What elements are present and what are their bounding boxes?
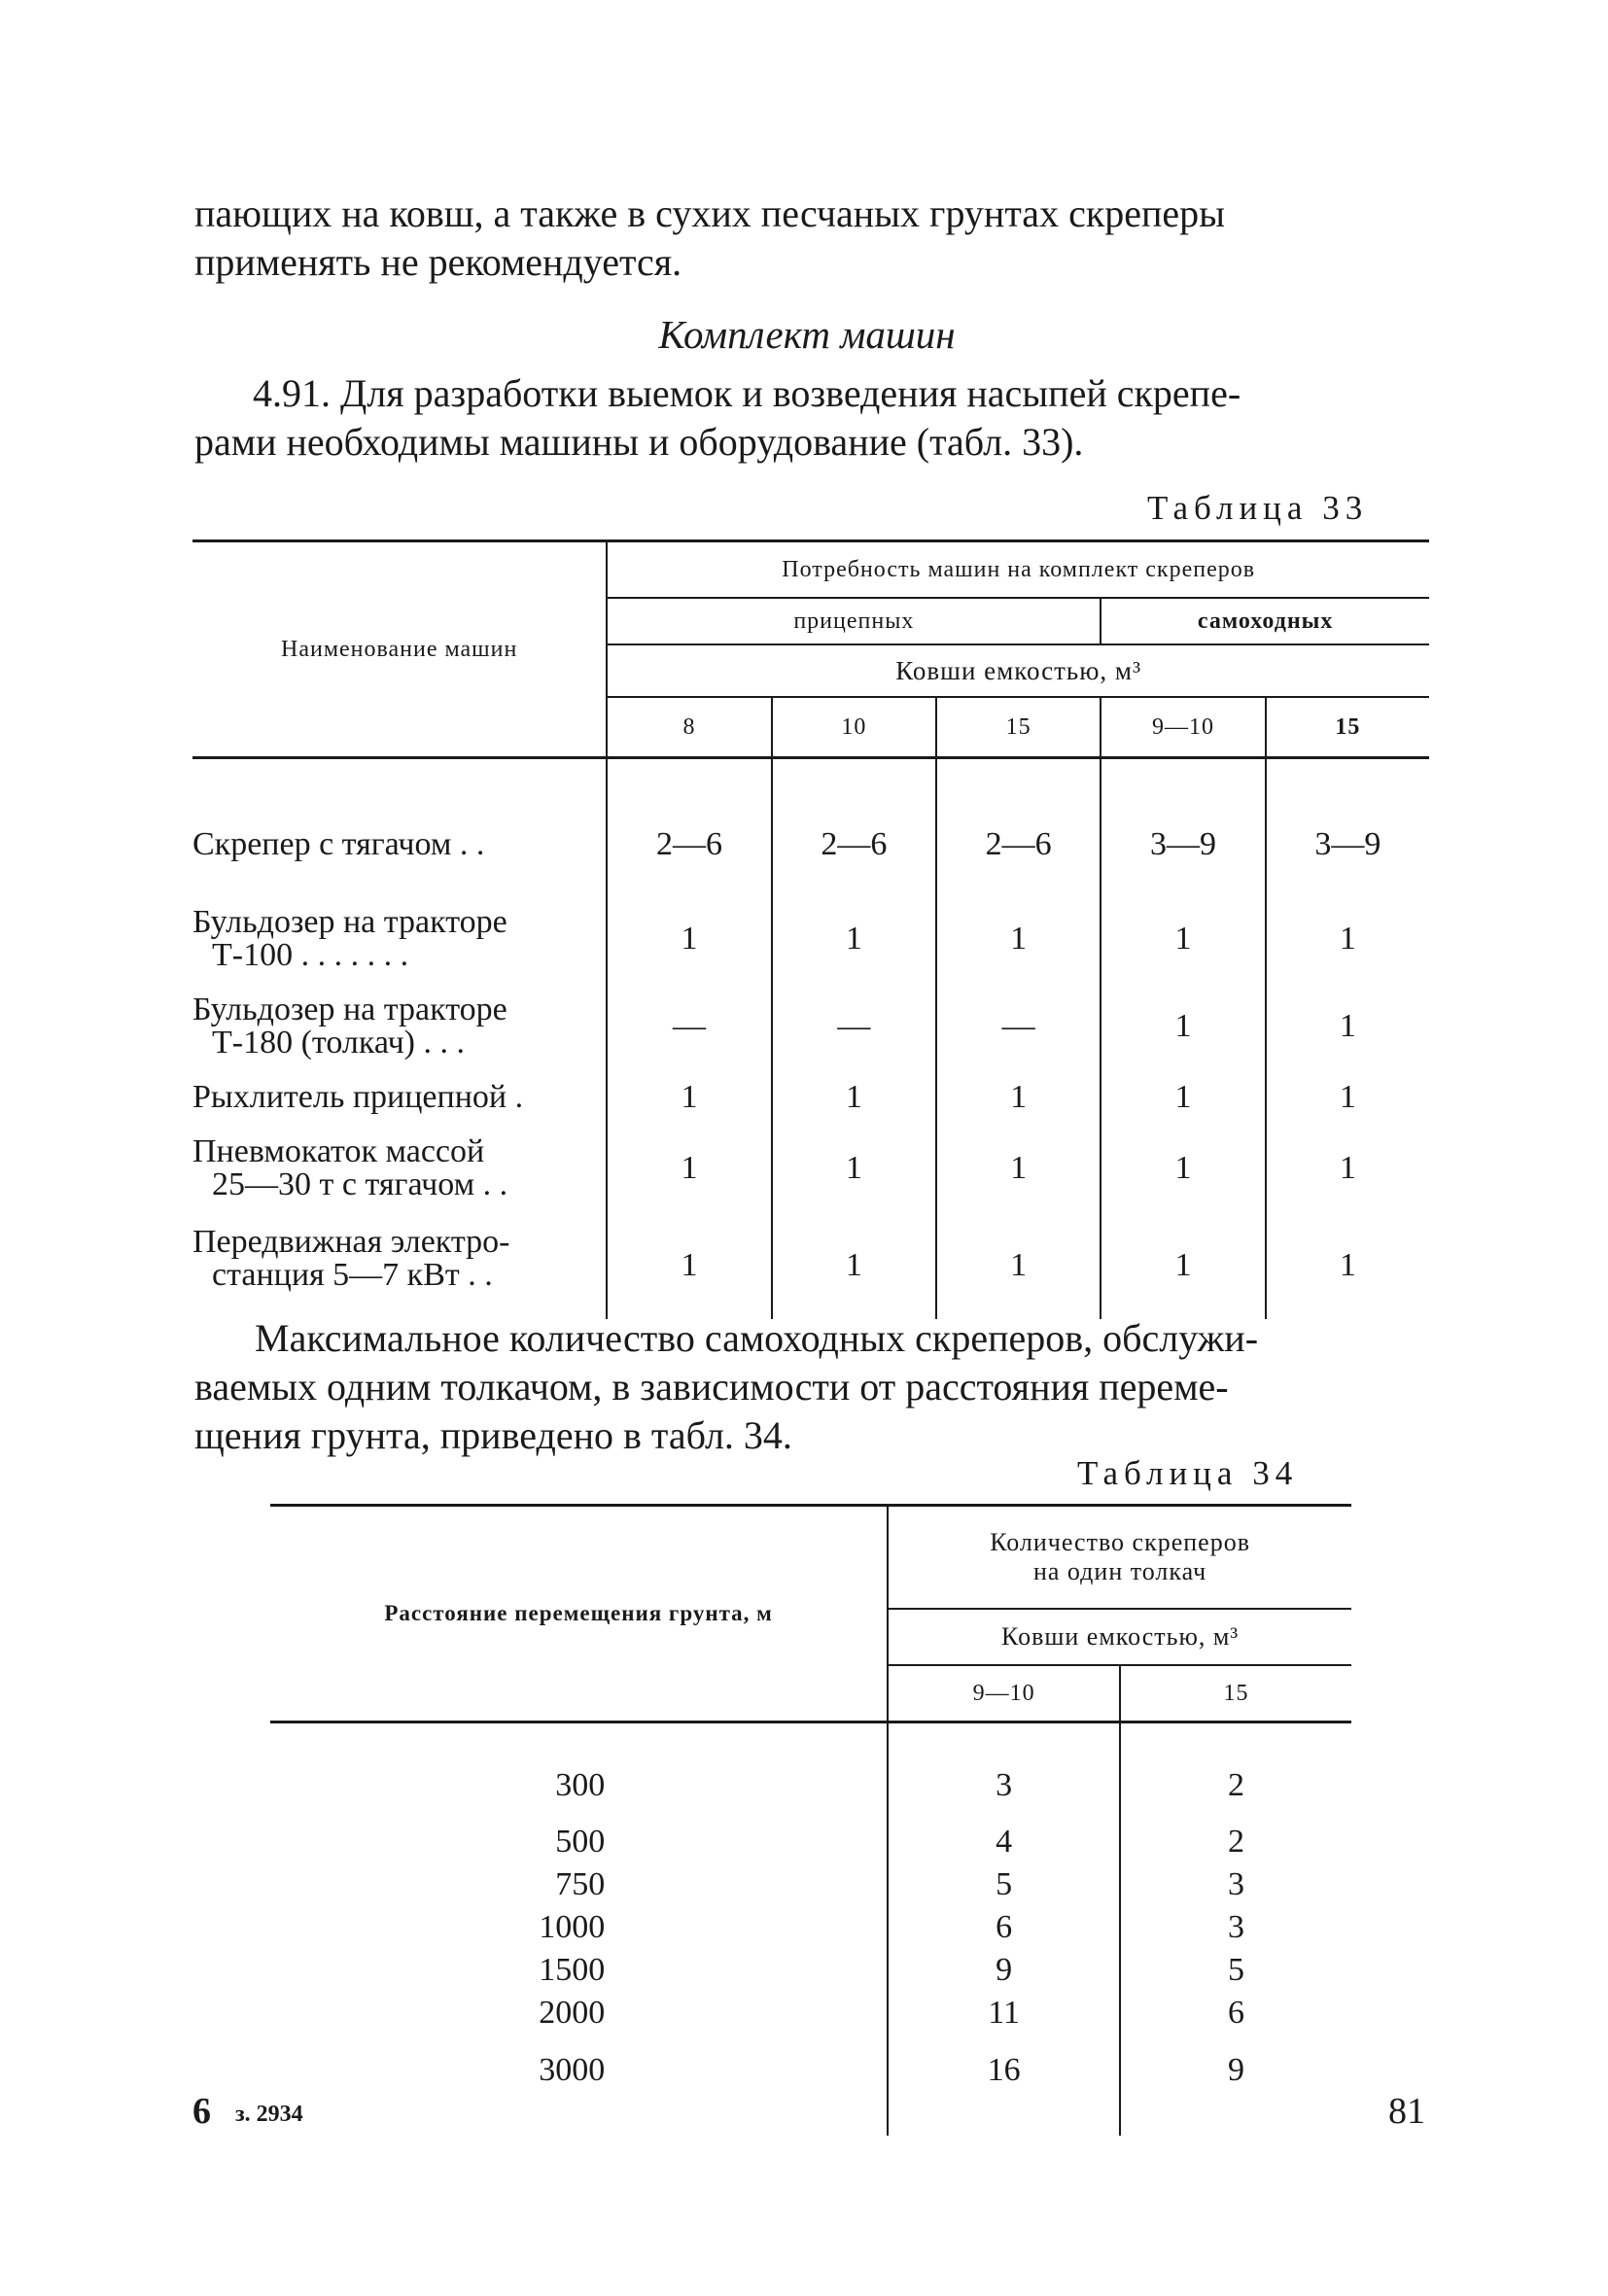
table34-cell: 2 bbox=[1120, 1821, 1351, 1863]
table33-cell: — bbox=[936, 983, 1101, 1070]
table34-cell: 3 bbox=[1120, 1863, 1351, 1906]
page-number: 81 bbox=[1388, 2091, 1425, 2132]
table34-cell: 3 bbox=[888, 1722, 1120, 1822]
table34-row bbox=[270, 1722, 1351, 1822]
table33-row bbox=[192, 1125, 1429, 1212]
table33-row-name-line: Передвижная электро- bbox=[192, 1224, 510, 1260]
table34-cell: 9 bbox=[888, 1949, 1120, 1992]
table33-group-header: Потребность машин на комплект скреперов bbox=[607, 541, 1429, 599]
table33-cell: 1 bbox=[1101, 1212, 1265, 1319]
table33-row bbox=[192, 895, 1429, 983]
intro-line-1: пающих на ковш, а также в сухих песчаных грунтах скреперы bbox=[194, 191, 1226, 235]
table34-row bbox=[270, 1906, 1351, 1949]
table33-row-name-line: Бульдозер на тракторе bbox=[192, 991, 507, 1027]
table33-row-name-line: Рыхлитель прицепной . bbox=[192, 1079, 524, 1115]
table33-cell: 1 bbox=[607, 1125, 771, 1212]
table34-cell: 2 bbox=[1120, 1722, 1351, 1822]
table34-distance: 750 bbox=[555, 1866, 606, 1902]
table33-cell: 1 bbox=[936, 1212, 1101, 1319]
table34-cap-15: 15 bbox=[1120, 1665, 1351, 1722]
table33-cell: 1 bbox=[1266, 983, 1429, 1070]
table33-row-name bbox=[192, 1125, 607, 1212]
table34-cell: 6 bbox=[1120, 1992, 1351, 2035]
table33-cell: 1 bbox=[607, 895, 771, 983]
table33-cell: 1 bbox=[1266, 1212, 1429, 1319]
table34-distance: 3000 bbox=[539, 2052, 606, 2088]
table34-group-line-2: на один толкач bbox=[1032, 1557, 1207, 1585]
table33-cell: 1 bbox=[772, 1212, 936, 1319]
signature-number: 6 bbox=[192, 2091, 211, 2132]
table33-caption: Таблица 33 bbox=[1147, 489, 1369, 527]
table34-row bbox=[270, 1821, 1351, 1863]
table34-group-header bbox=[888, 1506, 1351, 1610]
table33-row-name bbox=[192, 895, 607, 983]
table34-row bbox=[270, 1949, 1351, 1992]
table33-cell: 2—6 bbox=[772, 758, 936, 896]
table33-name-header: Наименование машин bbox=[192, 541, 607, 758]
table33-cell: 1 bbox=[1266, 895, 1429, 983]
table33-row-name-line: Пневмокаток массой bbox=[192, 1133, 485, 1169]
table34-cell: 9 bbox=[1120, 2035, 1351, 2136]
table34-row bbox=[270, 1863, 1351, 1906]
table-34 bbox=[270, 1504, 1351, 2136]
table34-bucket-header: Ковши емкостью, м³ bbox=[888, 1609, 1351, 1665]
table33-row bbox=[192, 1070, 1429, 1125]
table-33 bbox=[192, 539, 1429, 1319]
table34-caption: Таблица 34 bbox=[1077, 1454, 1299, 1492]
table33-cell: 1 bbox=[607, 1212, 771, 1319]
table33-cell: 1 bbox=[772, 895, 936, 983]
table33-cell: 1 bbox=[772, 1125, 936, 1212]
table33-cell: 1 bbox=[1101, 895, 1265, 983]
table33-row-name-line: Бульдозер на тракторе bbox=[192, 904, 507, 940]
intro-line-2: применять не рекомендуется. bbox=[194, 240, 682, 284]
table34-distance: 1500 bbox=[539, 1952, 606, 1988]
table33-row-name-line: станция 5—7 кВт . . bbox=[212, 1257, 493, 1293]
table33-cell: — bbox=[772, 983, 936, 1070]
table33-cell: 1 bbox=[1101, 1070, 1265, 1125]
section-heading: Комплект машин bbox=[658, 312, 956, 357]
table34-row bbox=[270, 2035, 1351, 2136]
table33-trailed-header: прицепных bbox=[607, 598, 1101, 644]
table34-cell: 5 bbox=[888, 1863, 1120, 1906]
table34-cell: 16 bbox=[888, 2035, 1120, 2136]
table33-cap-15-self: 15 bbox=[1266, 697, 1429, 758]
table33-row-name bbox=[192, 983, 607, 1070]
table33-row-name-line: Т-180 (толкач) . . . bbox=[212, 1025, 465, 1061]
table33-row-name bbox=[192, 1070, 607, 1125]
table33-row-name bbox=[192, 1212, 607, 1319]
table34-cap-9-10: 9—10 bbox=[888, 1665, 1120, 1722]
table33-self-propelled-header: самоходных bbox=[1101, 598, 1429, 644]
table33-cell: 1 bbox=[1101, 1125, 1265, 1212]
table33-cell: — bbox=[607, 983, 771, 1070]
table34-distance: 1000 bbox=[539, 1909, 606, 1945]
paragraph-4-91-line-2: рами необходимы машины и оборудование (табл. 33). bbox=[194, 420, 1084, 464]
paragraph-max-line-2: ваемых одним толкачом, в зависимости от расстояния переме- bbox=[194, 1365, 1229, 1409]
table34-distance-header: Расстояние перемещения грунта, м bbox=[270, 1506, 888, 1722]
table34-group-line-1: Количество скреперов bbox=[990, 1528, 1250, 1556]
table33-cell: 1 bbox=[607, 1070, 771, 1125]
table33-cell: 1 bbox=[936, 1070, 1101, 1125]
table34-cell: 6 bbox=[888, 1906, 1120, 1949]
table33-row bbox=[192, 983, 1429, 1070]
intro-paragraph bbox=[194, 190, 1419, 287]
paragraph-max-line-1: Максимальное количество самоходных скреперов, обслужи- bbox=[255, 1316, 1259, 1360]
table34-distance: 2000 bbox=[539, 1995, 606, 2031]
table33-bucket-header: Ковши емкостью, м³ bbox=[607, 644, 1429, 697]
table33-row-name-line: 25—30 т с тягачом . . bbox=[212, 1166, 508, 1202]
table33-row bbox=[192, 1212, 1429, 1319]
paragraph-4-91 bbox=[194, 369, 1421, 467]
table33-cap-8: 8 bbox=[607, 697, 771, 758]
table33-cell: 3—9 bbox=[1266, 758, 1429, 896]
order-code: з. 2934 bbox=[235, 2102, 303, 2127]
table34-cell: 3 bbox=[1120, 1906, 1351, 1949]
table34-cell: 5 bbox=[1120, 1949, 1351, 1992]
table33-cap-15: 15 bbox=[936, 697, 1101, 758]
table33-row-name-line: Т-100 . . . . . . . bbox=[212, 937, 409, 973]
table33-cell: 2—6 bbox=[936, 758, 1101, 896]
paragraph-max-line-3: щения грунта, приведено в табл. 34. bbox=[194, 1413, 792, 1457]
table33-row-name-line: Скрепер с тягачом . . bbox=[192, 826, 485, 862]
table33-cell: 1 bbox=[1101, 983, 1265, 1070]
paragraph-max-scrapers bbox=[194, 1314, 1421, 1460]
table33-cell: 2—6 bbox=[607, 758, 771, 896]
table34-cell: 11 bbox=[888, 1992, 1120, 2035]
table33-cell: 1 bbox=[1266, 1125, 1429, 1212]
table34-distance: 300 bbox=[555, 1767, 606, 1803]
table33-row bbox=[192, 758, 1429, 896]
paragraph-4-91-line-1: 4.91. Для разработки выемок и возведения насыпей скрепе- bbox=[253, 371, 1241, 415]
table33-cell: 1 bbox=[1266, 1070, 1429, 1125]
table33-cell: 1 bbox=[936, 895, 1101, 983]
table33-cell: 1 bbox=[936, 1125, 1101, 1212]
table34-cell: 4 bbox=[888, 1821, 1120, 1863]
table33-cell: 3—9 bbox=[1101, 758, 1265, 896]
table34-distance: 500 bbox=[555, 1824, 606, 1860]
table33-row-name bbox=[192, 758, 607, 896]
table33-cap-9-10: 9—10 bbox=[1101, 697, 1265, 758]
table33-cell: 1 bbox=[772, 1070, 936, 1125]
table33-cap-10: 10 bbox=[772, 697, 936, 758]
table34-row bbox=[270, 1992, 1351, 2035]
